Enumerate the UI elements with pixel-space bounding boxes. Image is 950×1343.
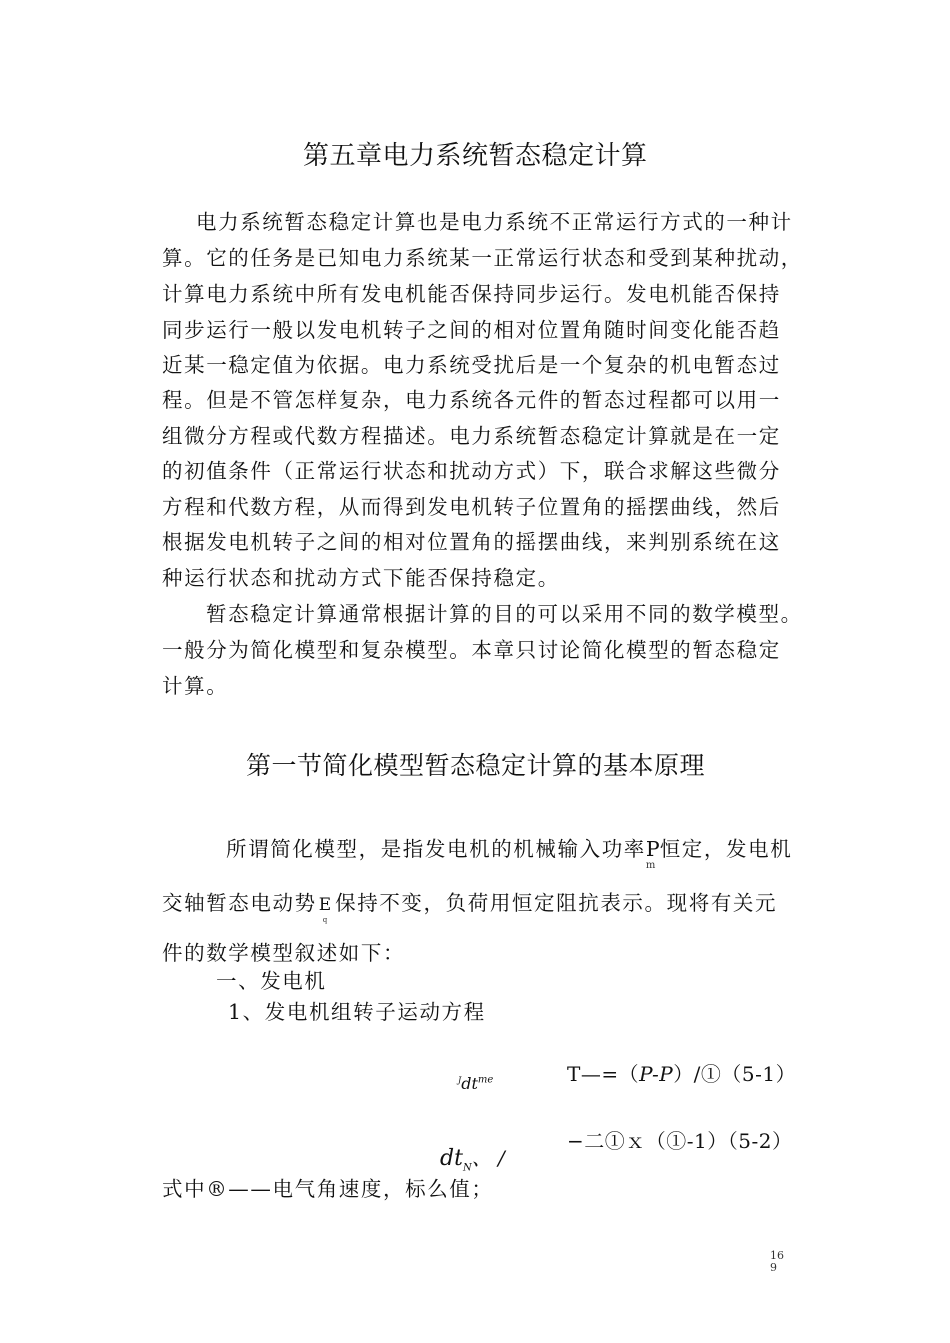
- equation-5-2: −二①ｘ（①-1）（5-2）: [567, 1129, 793, 1153]
- intro-line: 同步运行一般以发电机转子之间的相对位置角随时间变化能否趋: [162, 318, 781, 342]
- intro-line: 根据发电机转子之间的相对位置角的摇摆曲线，来判别系统在这: [162, 530, 781, 554]
- section-title: 第一节简化模型暂态稳定计算的基本原理: [246, 751, 706, 780]
- symbol-pm: P m: [645, 837, 660, 871]
- intro-line: 计算电力系统中所有发电机能否保持同步运行。发电机能否保持: [162, 282, 781, 306]
- page-number: 16 9: [770, 1249, 784, 1274]
- line-text: 保持不变，负荷用恒定阻抗表示。现将有关元: [335, 891, 778, 915]
- intro-line: 电力系统暂态稳定计算也是电力系统不正常运行方式的一种计: [196, 210, 793, 234]
- equation-5-2-denominator: $dt_N$、 /: [440, 1146, 505, 1174]
- intro-line: 方程和代数方程，从而得到发电机转子位置角的摇摆曲线，然后: [162, 495, 781, 519]
- paragraph-line: [162, 891, 778, 924]
- paragraph-line: 一般分为简化模型和复杂模型。本章只讨论简化模型的暂态稳定: [162, 638, 781, 662]
- paragraph-line: [226, 837, 793, 871]
- intro-line: 近某一稳定值为依据。电力系统受扰后是一个复杂的机电暂态过: [162, 353, 781, 377]
- intro-line: 的初值条件（正常运行状态和扰动方式）下，联合求解这些微分: [162, 459, 781, 483]
- intro-line: 算。它的任务是已知电力系统某一正常运行状态和受到某种扰动，: [162, 246, 803, 270]
- variable-definition: 式中®——电气角速度，标么值；: [162, 1177, 494, 1201]
- symbol-eq: E q: [318, 895, 332, 924]
- intro-line: 程。但是不管怎样复杂，电力系统各元件的暂态过程都可以用一: [162, 388, 781, 412]
- intro-line: 组微分方程或代数方程描述。电力系统暂态稳定计算就是在一定: [162, 424, 781, 448]
- equation-5-1: T—=（P-P）/①（5-1）: [567, 1062, 797, 1086]
- line-text: 交轴暂态电动势: [162, 891, 317, 915]
- heading-generator: 一、发电机: [216, 969, 327, 993]
- heading-rotor-equation: 1、发电机组转子运动方程: [228, 1000, 486, 1024]
- line-text: 所谓简化模型，是指发电机的机械输入功率: [226, 837, 646, 861]
- chapter-title: 第五章电力系统暂态稳定计算: [303, 141, 648, 171]
- intro-line: 种运行状态和扰动方式下能否保持稳定。: [162, 566, 560, 590]
- paragraph-line: 件的数学模型叙述如下：: [162, 941, 406, 965]
- paragraph-line: 暂态稳定计算通常根据计算的目的可以采用不同的数学模型。: [206, 602, 803, 626]
- paragraph-line: 计算。: [162, 674, 229, 698]
- equation-5-1-denominator: $^Jdt^{me}$: [458, 1074, 494, 1093]
- line-text: 恒定，发电机: [659, 837, 793, 861]
